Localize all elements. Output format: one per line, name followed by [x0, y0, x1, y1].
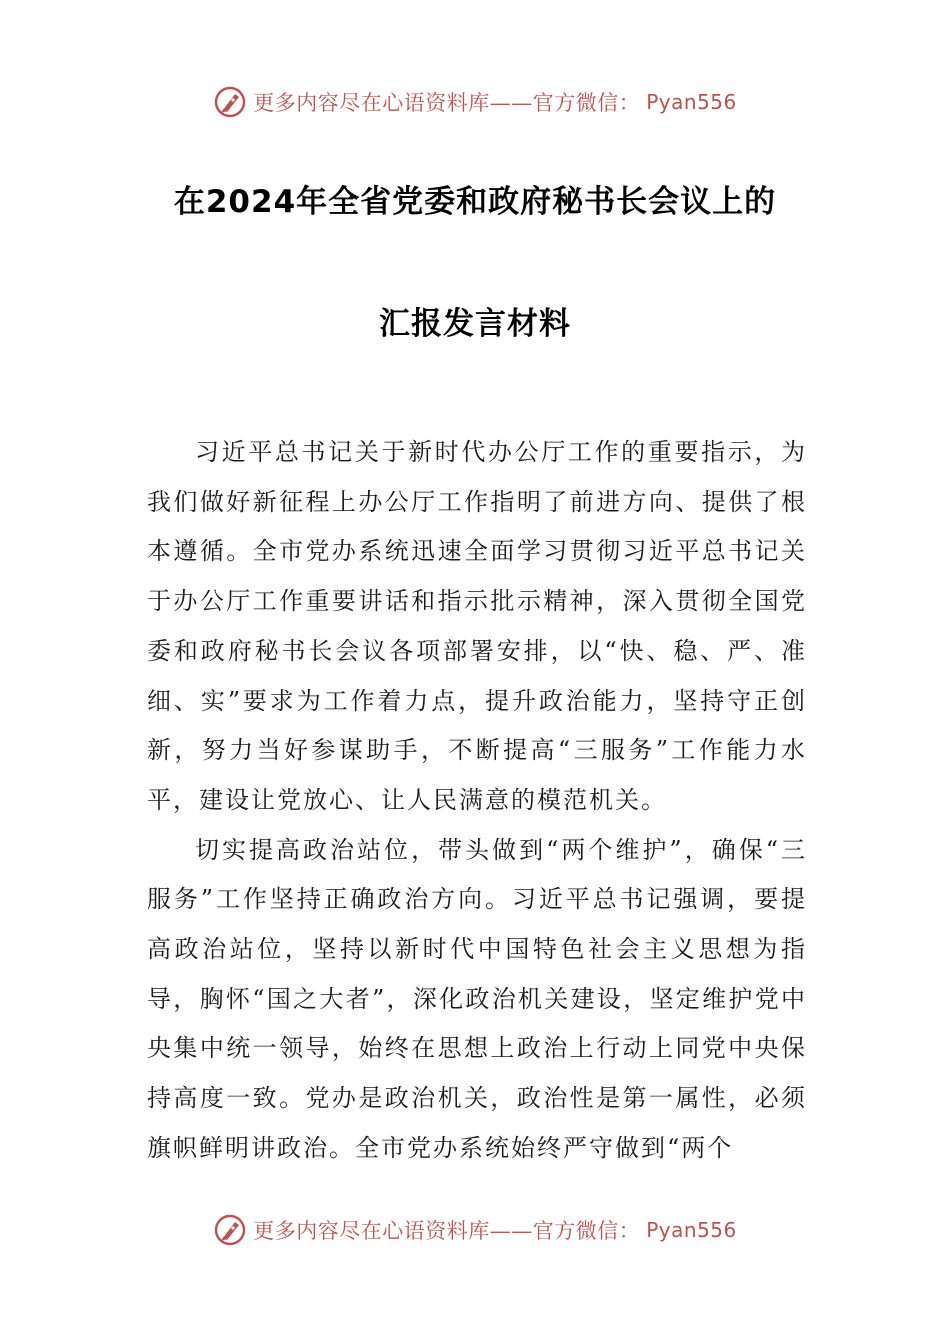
paragraph-1: 习近平总书记关于新时代办公厅工作的重要指示，为我们做好新征程上办公厅工作指明了前进方向、提供了根本遵循。全市党办系统迅速全面学习贯彻习近平总书记关于办公厅工作重要讲话和指示批示精神，深入贯彻全国党委和政府秘书长会议各项部署安排，以“快、稳、严、准细、实”要求为工作着力点，提升政治能力，坚持守正创新，努力当好参谋助手，不断提高“三服务”工作能力水平，建设让党放心、让人民满意的模范机关。 [147, 438, 807, 814]
footer-wechat-id: Pyan556 [646, 1218, 737, 1242]
document-body [147, 428, 807, 1174]
footer-watermark-banner [0, 1210, 950, 1250]
pen-nib-circle-icon [213, 1213, 247, 1247]
document-title-line-1: 在2024年全省党委和政府秘书长会议上的 [173, 184, 777, 220]
header-wechat-id: Pyan556 [646, 90, 737, 114]
header-watermark-banner [0, 82, 950, 122]
paragraph-2: 切实提高政治站位，带头做到“两个维护”，确保“三服务”工作坚持正确政治方向。习近平总书记强调，要提高政治站位，坚持以新时代中国特色社会主义思想为指导，胸怀“国之大者”，深化政治机关建设，坚定维护党中央集中统一领导，始终在思想上政治上行动上同党中央保持高度一致。党办是政治机关，政治性是第一属性，必须旗帜鲜明讲政治。全市党办系统始终严守做到“两个 [147, 835, 807, 1162]
pen-nib-circle-icon [213, 85, 247, 119]
header-watermark-text: 更多内容尽在心语资料库——官方微信： [253, 91, 641, 115]
document-title-line-2: 汇报发言材料 [379, 306, 571, 342]
footer-watermark-text: 更多内容尽在心语资料库——官方微信： [253, 1219, 641, 1243]
